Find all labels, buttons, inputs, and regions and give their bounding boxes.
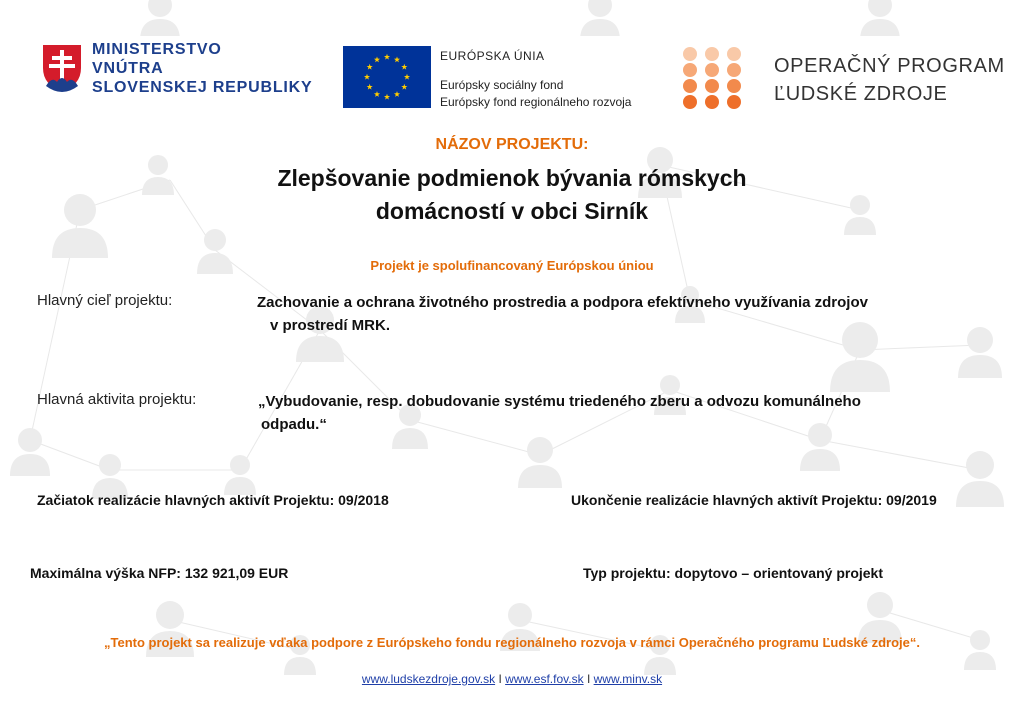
logo-dot — [683, 63, 697, 77]
funding-statement: „Tento projekt sa realizuje vďaka podpore z Európskeho fondu regionálneho rozvoja v rámci Operačného programu Ľudské zdroje“. — [104, 635, 920, 650]
goal-value: Zachovanie a ochrana životného prostredia a podpora efektívneho využívania zdrojov v prostredí MRK. — [257, 294, 868, 334]
link-minv[interactable]: www.minv.sk — [593, 672, 663, 686]
activity-label: Hlavná aktivita projektu: — [37, 391, 197, 408]
end-date: Ukončenie realizácie hlavných aktivít Projektu: 09/2019 — [571, 492, 937, 508]
logo-dot — [727, 79, 741, 93]
eu-text-block — [440, 48, 631, 111]
link-separator: I — [498, 672, 502, 686]
eu-title: EURÓPSKA ÚNIA — [440, 49, 545, 63]
start-date: Začiatok realizácie hlavných aktivít Projektu: 09/2018 — [37, 492, 389, 508]
logo-dot — [727, 95, 741, 109]
cofinanced-note: Projekt je spolufinancovaný Európskou úniou — [370, 258, 654, 273]
logo-dot — [705, 95, 719, 109]
dots-logo-icon — [680, 46, 746, 110]
esf-label: Európsky sociálny fond — [440, 78, 564, 92]
slovak-coat-of-arms-icon — [40, 42, 84, 94]
ministry-name: MINISTERSTVO VNÚTRA SLOVENSKEJ REPUBLIKY — [92, 41, 313, 96]
link-esf[interactable]: www.esf.fov.sk — [505, 672, 584, 686]
activity-value: „Vybudovanie, resp. dobudovanie systému triedeného zberu a odvozu komunálneho odpadu.“ — [258, 393, 861, 433]
project-type: Typ projektu: dopytovo – orientovaný projekt — [583, 565, 883, 581]
logo-dot — [727, 63, 741, 77]
logo-dot — [705, 47, 719, 61]
eu-flag-icon — [343, 46, 431, 108]
project-label: NÁZOV PROJEKTU: — [435, 136, 589, 153]
max-nfp: Maximálna výška NFP: 132 921,09 EUR — [30, 565, 289, 581]
link-ludskezdroje[interactable]: www.ludskezdroje.gov.sk — [361, 672, 496, 686]
logo-dot — [683, 47, 697, 61]
erdf-label: Európsky fond regionálneho rozvoja — [440, 95, 632, 109]
goal-label: Hlavný cieľ projektu: — [37, 292, 173, 309]
logo-dot — [727, 47, 741, 61]
project-title: Zlepšovanie podmienok bývania rómskych domácností v obci Sirník — [277, 165, 747, 224]
logo-dot — [683, 95, 697, 109]
link-separator: I — [586, 672, 591, 686]
logo-dot — [705, 79, 719, 93]
logo-dot — [705, 63, 719, 77]
op-name: OPERAČNÝ PROGRAM ĽUDSKÉ ZDROJE — [774, 55, 1005, 105]
logo-dot — [683, 79, 697, 93]
footer-links — [0, 672, 1024, 686]
